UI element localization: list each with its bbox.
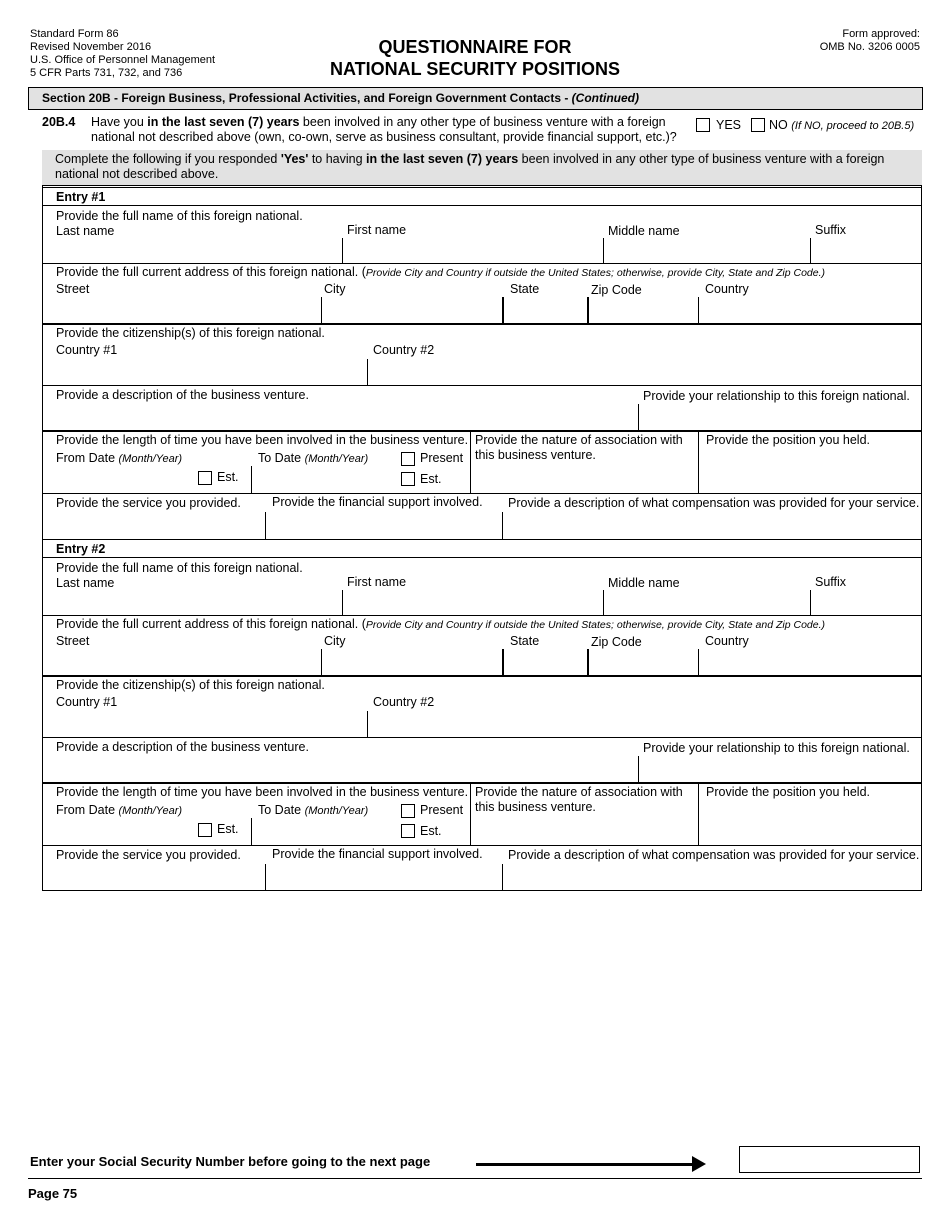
- relationship-label: Provide your relationship to this foreign national.: [643, 389, 910, 403]
- instr-c: to having: [308, 152, 367, 166]
- state-label: State: [510, 634, 540, 648]
- relationship-input[interactable]: [642, 406, 919, 428]
- description-input[interactable]: [56, 758, 634, 780]
- zip-label: Zip Code: [591, 635, 642, 649]
- q-text-b: in the last seven (7) years: [147, 115, 300, 129]
- middle-name-input[interactable]: [606, 592, 808, 614]
- omb-number: OMB No. 3206 0005: [819, 41, 920, 53]
- present-checkbox[interactable]: [401, 804, 415, 818]
- first-name-label: First name: [347, 223, 407, 237]
- form-agency: U.S. Office of Personnel Management: [30, 54, 216, 66]
- middle-name-label: Middle name: [608, 576, 680, 590]
- from-date-text: From Date: [56, 803, 119, 817]
- last-name-input[interactable]: [56, 592, 340, 614]
- street-input[interactable]: [56, 299, 318, 321]
- first-name-input[interactable]: [345, 592, 601, 614]
- service-label: Provide the service you provided.: [56, 496, 241, 510]
- street-label: Street: [56, 634, 90, 648]
- approval-label: Form approved:: [842, 28, 920, 40]
- title-line-2: NATIONAL SECURITY POSITIONS: [329, 59, 621, 79]
- last-name-label: Last name: [56, 224, 115, 238]
- instr-e: been involved in any other type of business venture with a foreign: [518, 152, 885, 166]
- suffix-input[interactable]: [813, 592, 919, 614]
- financial-label: Provide the financial support involved.: [272, 847, 483, 861]
- citizenship-prompt: Provide the citizenship(s) of this foreign national.: [56, 326, 325, 340]
- question-text-line2: national not described above (own, co-own, serve as business consultant, provide financial support, etc.)?: [91, 130, 677, 144]
- to-date-text: To Date: [258, 451, 305, 465]
- service-input[interactable]: [56, 514, 262, 536]
- full-name-prompt: Provide the full name of this foreign national.: [56, 561, 303, 575]
- country1-input[interactable]: [56, 361, 364, 383]
- country1-label: Country #1: [56, 695, 118, 709]
- city-label: City: [324, 634, 346, 648]
- street-input[interactable]: [56, 651, 318, 673]
- nature-label: Provide the nature of association with this business venture.: [475, 785, 683, 814]
- country-input[interactable]: [701, 299, 919, 321]
- from-date-text: From Date: [56, 451, 119, 465]
- suffix-label: Suffix: [815, 223, 847, 237]
- nature-label: Provide the nature of association with this business venture.: [475, 433, 683, 462]
- present-label: Present: [420, 451, 464, 465]
- page-title: [0, 36, 950, 80]
- instructions-line1: [55, 152, 884, 167]
- country2-input[interactable]: [371, 361, 919, 383]
- no-label: [769, 118, 914, 134]
- first-name-label: First name: [347, 575, 407, 589]
- country2-label: Country #2: [373, 695, 435, 709]
- suffix-label: Suffix: [815, 575, 847, 589]
- country1-label: Country #1: [56, 343, 118, 357]
- zip-label: Zip Code: [591, 283, 642, 297]
- length-label: Provide the length of time you have been involved in the business venture.: [56, 433, 469, 447]
- to-date-text: To Date: [258, 803, 305, 817]
- citizenship-prompt: Provide the citizenship(s) of this foreign national.: [56, 678, 325, 692]
- form-cfr: 5 CFR Parts 731, 732, and 736: [30, 67, 183, 79]
- title-line-1: QUESTIONNAIRE FOR: [378, 37, 572, 57]
- compensation-label: Provide a description of what compensation was provided for your service.: [508, 496, 920, 510]
- position-label: Provide the position you held.: [706, 433, 870, 447]
- omb-approval: [820, 28, 920, 54]
- compensation-label: Provide a description of what compensation was provided for your service.: [508, 848, 920, 862]
- form-number: Standard Form 86: [30, 28, 119, 40]
- state-label: State: [510, 282, 540, 296]
- entry-title: Entry #1: [56, 190, 106, 204]
- section-title-text: Section 20B - Foreign Business, Professional Activities, and Foreign Government Contacts -: [42, 91, 572, 105]
- q-text-c: been involved in any other type of business venture with a foreign: [299, 115, 666, 129]
- relationship-label: Provide your relationship to this foreign national.: [643, 741, 910, 755]
- state-input[interactable]: [506, 299, 585, 321]
- instr-d: in the last seven (7) years: [366, 152, 519, 166]
- last-name-label: Last name: [56, 576, 115, 590]
- instructions-band: [42, 150, 922, 186]
- middle-name-input[interactable]: [606, 240, 808, 262]
- instructions-line2: national not described above.: [55, 167, 219, 181]
- position-label: Provide the position you held.: [706, 785, 870, 799]
- suffix-input[interactable]: [813, 240, 919, 262]
- yes-label: YES: [716, 118, 742, 132]
- instr-a: Complete the following if you responded: [55, 152, 281, 166]
- from-est-checkbox[interactable]: [198, 471, 212, 485]
- address-note: Provide City and Country if outside the United States; otherwise, provide City, State and Zip Code.): [365, 267, 826, 279]
- from-est-label: Est.: [217, 470, 239, 484]
- to-est-checkbox[interactable]: [401, 824, 415, 838]
- street-label: Street: [56, 282, 90, 296]
- to-est-label: Est.: [420, 824, 442, 838]
- ssn-prompt: Enter your Social Security Number before going to the next page: [30, 1154, 431, 1169]
- state-input[interactable]: [506, 651, 585, 673]
- from-date-format: (Month/Year): [118, 453, 183, 465]
- to-est-checkbox[interactable]: [401, 472, 415, 486]
- question-number: 20B.4: [42, 115, 76, 129]
- middle-name-label: Middle name: [608, 224, 680, 238]
- entry-title: Entry #2: [56, 542, 106, 556]
- address-prompt-text: Provide the full current address of this foreign national. (: [56, 265, 366, 279]
- form-revision: Revised November 2016: [30, 41, 152, 53]
- compensation-input[interactable]: [506, 514, 919, 536]
- no-note: (If NO, proceed to 20B.5): [791, 120, 915, 132]
- zip-input[interactable]: [591, 299, 696, 321]
- no-checkbox[interactable]: [751, 118, 765, 132]
- question-text-line1: [91, 115, 666, 130]
- to-date-format: (Month/Year): [304, 805, 369, 817]
- compensation-input[interactable]: [506, 866, 919, 888]
- arrow-right-icon: [692, 1156, 706, 1172]
- q-text-a: Have you: [91, 115, 148, 129]
- length-label: Provide the length of time you have been involved in the business venture.: [56, 785, 469, 799]
- from-est-checkbox[interactable]: [198, 823, 212, 837]
- present-label: Present: [420, 803, 464, 817]
- section-header: [28, 87, 923, 110]
- to-date-format: (Month/Year): [304, 453, 369, 465]
- country-input[interactable]: [701, 651, 919, 673]
- from-date-format: (Month/Year): [118, 805, 183, 817]
- ssn-input[interactable]: [739, 1146, 920, 1173]
- address-prompt-text: Provide the full current address of this foreign national. (: [56, 617, 366, 631]
- instr-b: 'Yes': [280, 152, 309, 166]
- to-est-label: Est.: [420, 472, 442, 486]
- section-continued: (Continued): [571, 91, 639, 105]
- service-label: Provide the service you provided.: [56, 848, 241, 862]
- arrow-shaft: [476, 1163, 696, 1166]
- country1-input[interactable]: [56, 713, 364, 735]
- first-name-input[interactable]: [345, 240, 601, 262]
- financial-input[interactable]: [269, 514, 499, 536]
- country-label: Country: [705, 282, 749, 296]
- country-label: Country: [705, 634, 749, 648]
- service-input[interactable]: [56, 866, 262, 888]
- footer-divider: [28, 1178, 922, 1179]
- description-input[interactable]: [56, 406, 634, 428]
- city-input[interactable]: [324, 651, 500, 673]
- description-label: Provide a description of the business venture.: [56, 388, 309, 402]
- country2-input[interactable]: [371, 713, 919, 735]
- relationship-input[interactable]: [642, 758, 919, 780]
- no-label-text: NO: [769, 118, 788, 132]
- from-est-label: Est.: [217, 822, 239, 836]
- city-input[interactable]: [324, 299, 500, 321]
- city-label: City: [324, 282, 346, 296]
- yes-checkbox[interactable]: [696, 118, 710, 132]
- page-number: Page 75: [28, 1186, 78, 1201]
- section-title: [42, 91, 639, 106]
- last-name-input[interactable]: [56, 240, 340, 262]
- present-checkbox[interactable]: [401, 452, 415, 466]
- country2-label: Country #2: [373, 343, 435, 357]
- financial-input[interactable]: [269, 866, 499, 888]
- financial-label: Provide the financial support involved.: [272, 495, 483, 509]
- description-label: Provide a description of the business venture.: [56, 740, 309, 754]
- full-name-prompt: Provide the full name of this foreign national.: [56, 209, 303, 223]
- address-note: Provide City and Country if outside the United States; otherwise, provide City, State and Zip Code.): [365, 619, 826, 631]
- zip-input[interactable]: [591, 651, 696, 673]
